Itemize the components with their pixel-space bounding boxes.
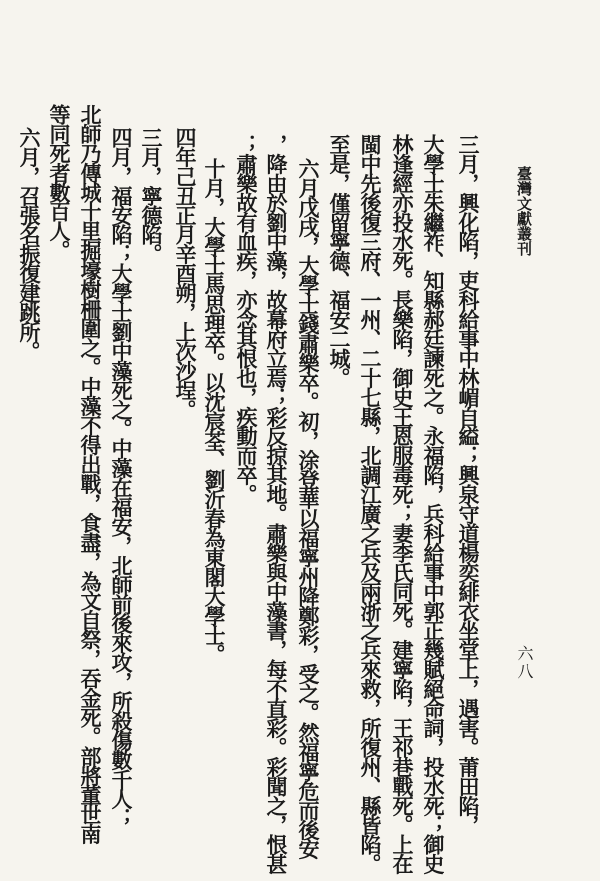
text-column: 林逢經亦投水死。長樂陷，御史王恩服毒死；妻李氏同死。建寧陷，王祁巷戰死。上在 <box>390 134 415 874</box>
text-column: 北師乃傳城十里掘壕樹柵圍之。中藻不得出戰，食盡，為文自祭，吞金死。部將董世南 <box>78 104 103 844</box>
text-column: 四月，福安陷；大學士劉中藻死之。中藻在福安，北師前後來攻，所殺傷數千人； <box>109 127 134 828</box>
text-column: 閩中先後復三府、一州、二十七縣，北調江廣之兵及兩浙之兵來救，所復州、縣皆陷。 <box>358 134 383 874</box>
text-column: 大學士朱繼祚、知縣郝廷諫死之。永福陷，兵科給事中郭正幾賦絕命詞，投水死；御史 <box>421 134 446 874</box>
text-column: ，降由於劉中藻，故幕府立焉；彩反掠其地。肅樂與中藻書，每不直彩。彩聞之，恨甚 <box>264 134 289 874</box>
text-column: 四年己丑正月辛酉朔，上次沙埕。 <box>173 127 198 419</box>
text-column: 十月，大學士馬思理卒。以沈宸荃、劉沂春為東閣大學士。 <box>202 158 227 664</box>
text-column: 三月，興化陷，吏科給事中林嵋自縊；興泉守道楊奕緋衣坐堂上，遇害。莆田陷， <box>456 134 481 835</box>
running-head: 臺灣文獻叢刊 <box>515 166 533 256</box>
text-column: 六月，召張名振復建跳所。 <box>17 127 42 361</box>
text-column: 六月戊戌，大學士錢肅樂卒。初，涂登華以福寧州降鄭彩，受之。然福寧危而後安 <box>296 158 321 859</box>
text-column: ；肅樂故有血疾，亦念其恨也，疾動而卒。 <box>234 134 259 504</box>
text-column: 等同死者數百人。 <box>47 104 72 260</box>
text-column: 至是，僅留寧德、福安二城。 <box>327 134 352 387</box>
text-column: 三月，寧德陷。 <box>139 127 164 264</box>
page-number: 六八 <box>515 645 534 681</box>
